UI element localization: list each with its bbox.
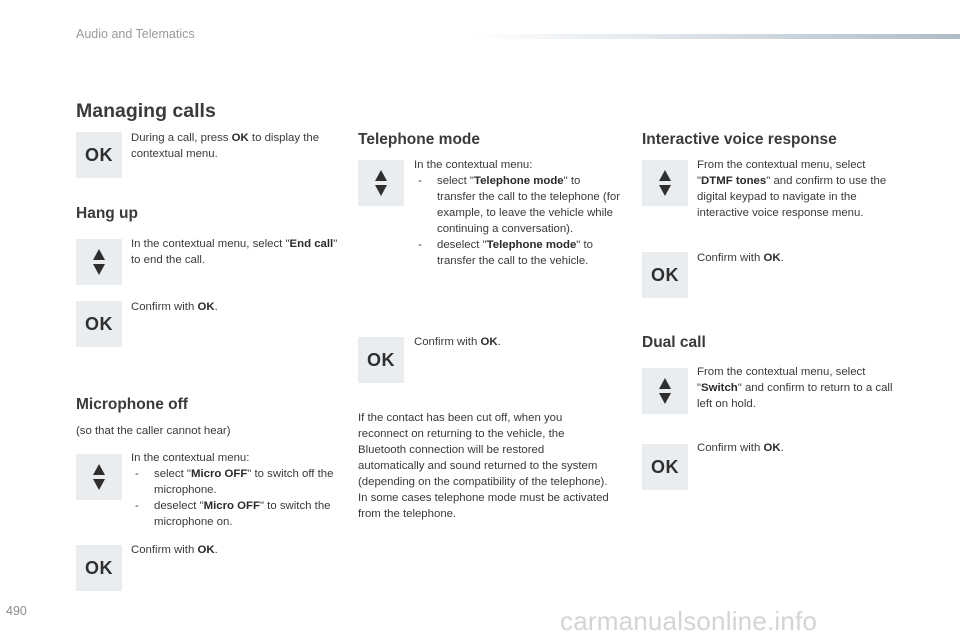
- hang-up-heading: Hang up: [76, 205, 138, 222]
- ok-button-icon: OK: [76, 132, 122, 178]
- telephone-mode-instructions: In the contextual menu: - select "Telephone mode" to transfer the call to the telephone (for example, to leave the vehicle while continuing a conversation). - deselect "Telephone mode" to transfer the call to the vehicle.: [414, 157, 622, 269]
- section-header: Audio and Telematics: [76, 27, 195, 41]
- arrow-down-icon: [93, 264, 105, 275]
- page-number: 490: [6, 604, 27, 618]
- up-down-arrows-icon: [642, 368, 688, 414]
- telephone-mode-note: If the contact has been cut off, when you reconnect on returning to the vehicle, the Bluetooth connection will be restored automatically and sound returned to the system (depending on the compatibility of the telephone). In some cases telephone mode must be activated from the telephone.: [358, 412, 609, 520]
- ok-button-icon: OK: [76, 301, 122, 347]
- microphone-off-instructions: In the contextual menu: - select "Micro OFF" to switch off the microphone. - deselect "Micro OFF" to switch the microphone on.: [131, 450, 341, 530]
- hang-up-text: In the contextual menu, select "End call" to end the call.: [131, 238, 338, 266]
- arrow-up-icon: [93, 464, 105, 475]
- watermark: carmanualsonline.info: [560, 606, 818, 636]
- dual-call-heading: Dual call: [642, 334, 706, 351]
- arrow-down-icon: [659, 185, 671, 196]
- header-rule: [470, 34, 960, 39]
- microphone-off-note: (so that the caller cannot hear): [76, 425, 231, 437]
- arrow-up-icon: [659, 170, 671, 181]
- arrow-up-icon: [375, 170, 387, 181]
- microphone-off-confirm: Confirm with OK.: [131, 544, 218, 556]
- list-item: - deselect "Micro OFF" to switch the microphone on.: [131, 498, 341, 530]
- arrow-down-icon: [93, 479, 105, 490]
- up-down-arrows-icon: [76, 239, 122, 285]
- arrow-down-icon: [375, 185, 387, 196]
- ok-button-icon: OK: [358, 337, 404, 383]
- page-title: Managing calls: [76, 100, 216, 122]
- up-down-arrows-icon: [76, 454, 122, 500]
- ok-button-icon: OK: [642, 252, 688, 298]
- ivr-confirm: Confirm with OK.: [697, 252, 784, 264]
- ivr-heading: Interactive voice response: [642, 131, 837, 148]
- dual-call-text: From the contextual menu, select "Switch" and confirm to return to a call left on hold.: [697, 366, 893, 410]
- intro-text: During a call, press OK to display the contextual menu.: [131, 132, 320, 160]
- ok-button-icon: OK: [642, 444, 688, 490]
- list-item: - select "Telephone mode" to transfer the call to the telephone (for example, to leave the vehicle while continuing a conversation).: [414, 173, 622, 237]
- telephone-mode-confirm: Confirm with OK.: [414, 336, 501, 348]
- ivr-text: From the contextual menu, select "DTMF tones" and confirm to use the digital keypad to navigate in the interactive voice response menu.: [697, 159, 887, 219]
- up-down-arrows-icon: [642, 160, 688, 206]
- hang-up-confirm: Confirm with OK.: [131, 301, 218, 313]
- list-item: - select "Micro OFF" to switch off the microphone.: [131, 466, 341, 498]
- microphone-off-heading: Microphone off: [76, 396, 188, 413]
- arrow-up-icon: [93, 249, 105, 260]
- dual-call-confirm: Confirm with OK.: [697, 442, 784, 454]
- arrow-up-icon: [659, 378, 671, 389]
- telephone-mode-heading: Telephone mode: [358, 131, 481, 148]
- arrow-down-icon: [659, 393, 671, 404]
- ok-button-icon: OK: [76, 545, 122, 591]
- up-down-arrows-icon: [358, 160, 404, 206]
- list-item: - deselect "Telephone mode" to transfer the call to the vehicle.: [414, 237, 622, 269]
